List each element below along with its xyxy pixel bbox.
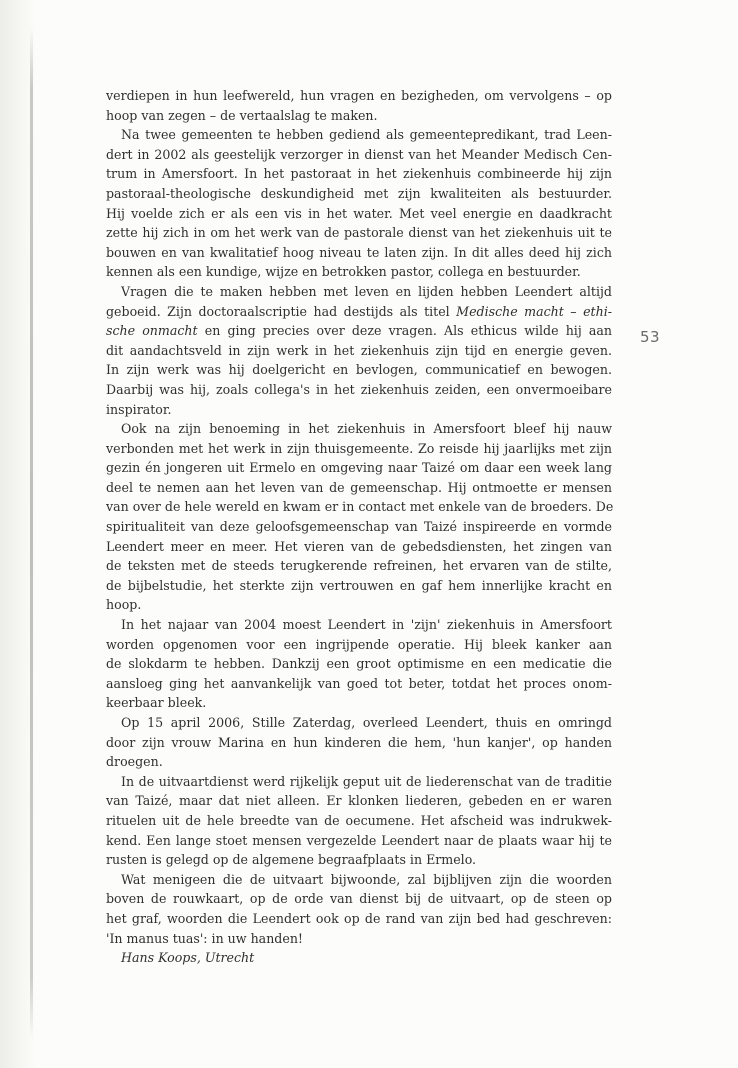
text-line: het graf, woorden die Leendert ook op de rand van zijn bed had geschreven:	[106, 910, 612, 926]
text-line: trum in Amersfoort. In het pastoraat in het ziekenhuis combineerde hij zijn	[106, 166, 612, 182]
text-line: Vragen die te maken hebben met leven en lijden hebben Leendert altijd	[121, 283, 612, 299]
text-line: Hans Koops, Utrecht	[121, 950, 255, 966]
text-line: gezin én jongeren uit Ermelo en omgeving naar Taizé om daar een week lang	[106, 460, 612, 476]
text-line: droegen.	[106, 754, 163, 770]
paragraph	[106, 870, 612, 948]
paragraph	[106, 86, 612, 125]
text-line: dert in 2002 als geestelijk verzorger in dienst van het Meander Medisch Cen-	[106, 146, 612, 162]
text-line: geboeid. Zijn doctoraalscriptie had destijds als titel Medische macht – ethi-	[106, 303, 612, 319]
text-line: In het najaar van 2004 moest Leendert in 'zijn' ziekenhuis in Amersfoort	[121, 617, 612, 633]
paragraph	[106, 948, 612, 968]
paragraph	[106, 125, 612, 282]
text-line: aansloeg ging het aanvankelijk van goed tot beter, totdat het proces onom-	[106, 675, 612, 691]
text-line: In zijn werk was hij doelgericht en bevlogen, communicatief en bewogen.	[106, 362, 612, 378]
text-line: door zijn vrouw Marina en hun kinderen die hem, 'hun kanjer', op handen	[106, 734, 612, 750]
page-number: 53	[640, 328, 661, 346]
article-body	[106, 86, 612, 968]
text-line: spiritualiteit van deze geloofsgemeenschap van Taizé inspireerde en vormde	[106, 519, 612, 535]
text-line: kend. Een lange stoet mensen vergezelde Leendert naar de plaats waar hij te	[106, 832, 612, 848]
text-line: Op 15 april 2006, Stille Zaterdag, overleed Leendert, thuis en omringd	[121, 715, 612, 730]
text-line: deel te nemen aan het leven van de gemeenschap. Hij ontmoette er mensen	[106, 479, 612, 495]
text-line: hoop van zegen – de vertaalslag te maken.	[106, 107, 378, 123]
text-line: van over de hele wereld en kwam er in contact met enkele van de broeders. De	[106, 499, 614, 515]
text-line: worden opgenomen voor een ingrijpende operatie. Hij bleek kanker aan	[106, 636, 612, 652]
text-line: de bijbelstudie, het sterkte zijn vertrouwen en gaf hem innerlijke kracht en	[106, 577, 612, 593]
text-line: sche onmacht en ging precies over deze vragen. Als ethicus wilde hij aan	[106, 323, 613, 339]
text-line: boven de rouwkaart, op de orde van dienst bij de uitvaart, op de steen op	[106, 891, 612, 907]
paragraph	[106, 772, 612, 870]
text-line: verbonden met het werk in zijn thuisgemeente. Zo reisde hij jaarlijks met zijn	[106, 440, 612, 456]
text-line: bouwen en van kwalitatief hoog niveau te laten zijn. In dit alles deed hij zich	[106, 244, 612, 260]
text-line: van Taizé, maar dat niet alleen. Er klonken liederen, gebeden en er waren	[106, 793, 612, 809]
text-line: Leendert meer en meer. Het vieren van de gebedsdiensten, het zingen van	[106, 538, 612, 554]
paragraph	[106, 419, 612, 615]
text-line: de slokdarm te hebben. Dankzij een groot optimisme en een medicatie die	[106, 656, 612, 672]
text-line: inspirator.	[106, 401, 172, 417]
text-line: 'In manus tuas': in uw handen!	[106, 930, 303, 946]
text-line: rituelen uit de hele breedte van de oecumene. Het afscheid was indrukwek-	[106, 812, 612, 828]
text-line: Hij voelde zich er als een vis in het water. Met veel energie en daadkracht	[106, 205, 612, 221]
text-line: de teksten met de steeds terugkerende refreinen, het ervaren van de stilte,	[106, 558, 612, 574]
text-line: hoop.	[106, 597, 142, 613]
text-line: verdiepen in hun leefwereld, hun vragen en bezigheden, om vervolgens – op	[106, 88, 612, 103]
paragraph	[106, 713, 612, 772]
text-line: kennen als een kundige, wijze en betrokken pastor, collega en bestuurder.	[106, 264, 581, 280]
text-line: In de uitvaartdienst werd rijkelijk geput uit de liederenschat van de traditie	[121, 773, 612, 789]
paragraph	[106, 282, 612, 419]
text-line: rusten is gelegd op de algemene begraafplaats in Ermelo.	[106, 852, 477, 868]
text-line: Wat menigeen die de uitvaart bijwoonde, zal bijblijven zijn die woorden	[121, 871, 612, 887]
text-line: dit aandachtsveld in zijn werk in het ziekenhuis zijn tijd en energie geven.	[106, 342, 612, 358]
paragraph	[106, 615, 612, 713]
text-line: Na twee gemeenten te hebben gediend als gemeentepredikant, trad Leen-	[121, 127, 612, 143]
text-line: pastoraal-theologische deskundigheid met zijn kwaliteiten als bestuurder.	[106, 185, 612, 201]
text-line: zette hij zich in om het werk van de pastorale dienst van het ziekenhuis uit te	[106, 225, 612, 241]
text-line: Daarbij was hij, zoals collega's in het ziekenhuis zeiden, een onvermoeibare	[106, 381, 612, 397]
text-line: Ook na zijn benoeming in het ziekenhuis in Amersfoort bleef hij nauw	[121, 421, 612, 437]
text-line: keerbaar bleek.	[106, 695, 207, 711]
page-binding-edge	[30, 28, 33, 1038]
